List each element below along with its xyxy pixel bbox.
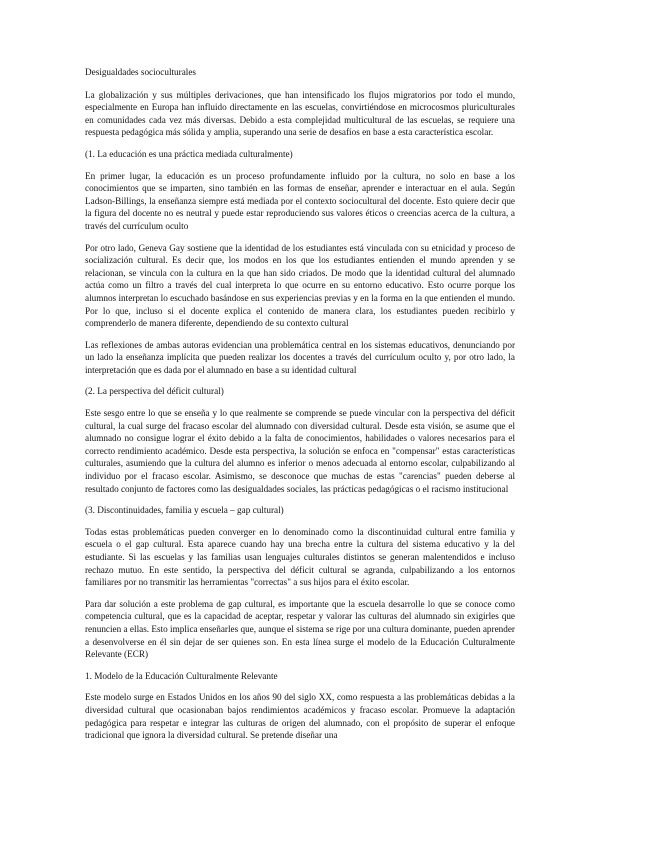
document-title: Desigualdades socioculturales	[85, 67, 196, 77]
section-heading-3: (3. Discontinuidades, familia y escuela – gap cultural)	[85, 505, 284, 516]
paragraph-competencia-cultural: Para dar solución a este problema de gap cultural, es importante que la escuela desarrolle lo que se conoce como competencia cultural, que es la capacidad de aceptar, respetar y valorar las culturas del alumnado sin exigirles que renuncien a ellas. Esto implica enseñarles que, aunque el sistema se rige por una cultura dominante, pueden aprender a desenvolverse en él sin dejar de ser quienes son. En esta línea surge el modelo de la Educación Culturalmente Relevante (ECR)	[85, 598, 515, 660]
document-page	[85, 66, 515, 751]
paragraph-intro: La globalización y sus múltiples derivaciones, que han intensificado los flujos migratorios por todo el mundo, especialmente en Europa han influido directamente en las escuelas, convirtiéndose en microcosmos pluriculturales en comunidades cada vez más diversas. Debido a esta complejidad multicultural de las escuelas, se requiere una respuesta pedagógica más sólida y amplia, superando una serie de desafíos en base a esta característica escolar.	[85, 89, 515, 138]
paragraph-modelo-ecr: Este modelo surge en Estados Unidos en los años 90 del siglo XX, como respuesta a las problemáticas debidas a la diversidad cultural que ocasionaban bajos rendimientos académicos y fracaso escolar. Promueve la adaptación pedagógica para respetar e integrar las culturas de origen del alumnado, con el propósito de superar el enfoque tradicional que ignora la diversidad cultural. Se pretende diseñar una	[85, 692, 515, 741]
section-heading-1: (1. La educación es una práctica mediada culturalmente)	[85, 148, 293, 159]
paragraph-ladson-billings: En primer lugar, la educación es un proceso profundamente influido por la cultura, no solo en base a los conocimientos que se imparten, sino también en las formas de enseñar, aprender e interactuar en el aula. Según Ladson-Billings, la enseñanza siempre está mediada por el contexto sociocultural del docente. Esto quiere decir que la figura del docente no es neutral y puede estar reproduciendo sus valores éticos o creencias acerca de la cultura, a través del currículum oculto	[85, 170, 515, 231]
paragraph-reflexiones: Las reflexiones de ambas autoras evidencian una problemática central en los sistemas educativos, denunciando por un lado la enseñanza implícita que pueden realizar los docentes a través del currículum oculto y, por otro lado, la interpretación que es dada por el alumnado en base a su identidad cultural	[85, 339, 515, 375]
paragraph-discontinuidad: Todas estas problemáticas pueden converger en lo denominado como la discontinuidad cultural entre familia y escuela o el gap cultural. Esta aparece cuando hay una brecha entre la cultura del sistema educativo y la del estudiante. Si las escuelas y las familias usan lenguajes culturales distintos se generan malentendidos e incluso rechazo mutuo. En este sentido, la perspectiva del déficit cultural se agranda, culpabilizando a los entornos familiares por no transmitir las herramientas "correctas" a sus hijos para el éxito escolar.	[85, 526, 515, 588]
section-heading-2: (2. La perspectiva del déficit cultural)	[85, 386, 224, 397]
section-heading-ecr: 1. Modelo de la Educación Culturalmente Relevante	[85, 670, 278, 681]
paragraph-deficit-cultural: Este sesgo entre lo que se enseña y lo que realmente se comprende se puede vincular con la perspectiva del déficit cultural, la cual surge del fracaso escolar del alumnado con diversidad cultural. Desde esta visión, se asume que el alumnado no consigue lograr el éxito debido a la falta de conocimientos, habilidades o valores necesarios para el correcto rendimiento académico. Desde esta perspectiva, la solución se enfoca en "compensar" estas características culturales, asumiendo que la cultura del alumno es inferior o menos adecuada al entorno escolar, culpabilizando al individuo por el fracaso escolar. Asimismo, se desconoce que muchas de estas "carencias" pueden deberse al resultado conjunto de factores como las desigualdades sociales, las prácticas pedagógicas o el racismo institucional	[85, 408, 515, 494]
paragraph-geneva-gay: Por otro lado, Geneva Gay sostiene que la identidad de los estudiantes está vinculada con su etnicidad y proceso de socialización cultural. Es decir que, los modos en los que los estudiantes entienden el mundo aprenden y se relacionan, se vincula con la cultura en la que han sido criados. De modo que la identidad cultural del alumnado actúa como un filtro a través del cual interpreta lo que ocurre en su entorno educativo. Esto ocurre porque los alumnos interpretan lo escuchado basándose en sus experiencias previas y en la forma en la que entienden el mundo. Por lo que, incluso si el docente explica el contenido de manera clara, los estudiantes pueden recibirlo y comprenderlo de manera diferente, dependiendo de su contexto cultural	[85, 242, 515, 329]
